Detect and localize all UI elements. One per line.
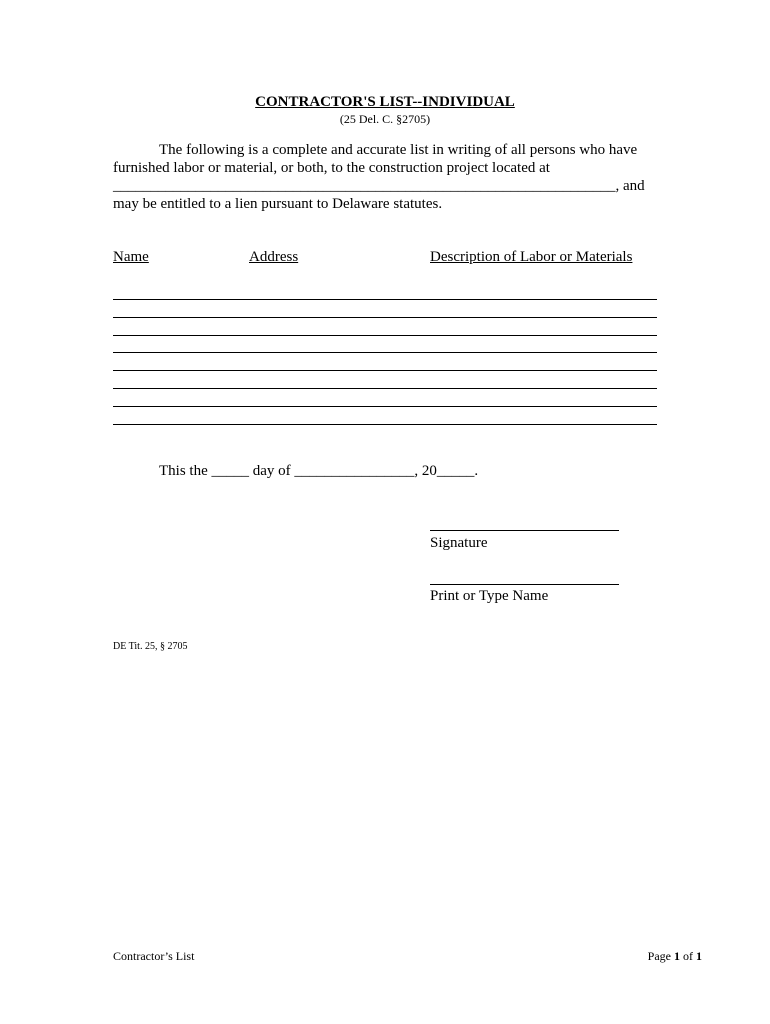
date-line: This the _____ day of ________________, 20_____.	[159, 463, 479, 479]
entry-line	[113, 317, 657, 318]
page-of: of	[680, 949, 696, 963]
signature-label: Signature	[430, 535, 488, 551]
print-name-line	[430, 584, 619, 585]
entry-line	[113, 370, 657, 371]
page-prefix: Page	[647, 949, 674, 963]
document-title: CONTRACTOR'S LIST--INDIVIDUAL	[255, 94, 515, 110]
entry-line	[113, 388, 657, 389]
print-name-label: Print or Type Name	[430, 588, 549, 604]
statute-citation: DE Tit. 25, § 2705	[113, 641, 188, 652]
page-current: 1	[674, 949, 680, 963]
entry-line	[113, 406, 657, 407]
column-header-address: Address	[249, 249, 299, 265]
signature-line	[430, 530, 619, 531]
column-header-name: Name	[113, 249, 149, 265]
entry-line	[113, 335, 657, 336]
intro-line-3: ___________________________________________________________________, and	[113, 178, 645, 194]
column-header-description: Description of Labor or Materials	[430, 249, 633, 265]
entry-line	[113, 299, 657, 300]
entry-line	[113, 352, 657, 353]
intro-line-4: may be entitled to a lien pursuant to Delaware statutes.	[113, 196, 443, 212]
document-subtitle: (25 Del. C. §2705)	[339, 112, 431, 126]
entry-line	[113, 424, 657, 425]
footer-left: Contractor’s List	[113, 949, 195, 963]
intro-line-1: The following is a complete and accurate list in writing of all persons who have	[159, 142, 638, 158]
page-number	[648, 949, 702, 964]
page-total: 1	[696, 949, 702, 963]
intro-line-2: furnished labor or material, or both, to the construction project located at	[113, 160, 550, 176]
